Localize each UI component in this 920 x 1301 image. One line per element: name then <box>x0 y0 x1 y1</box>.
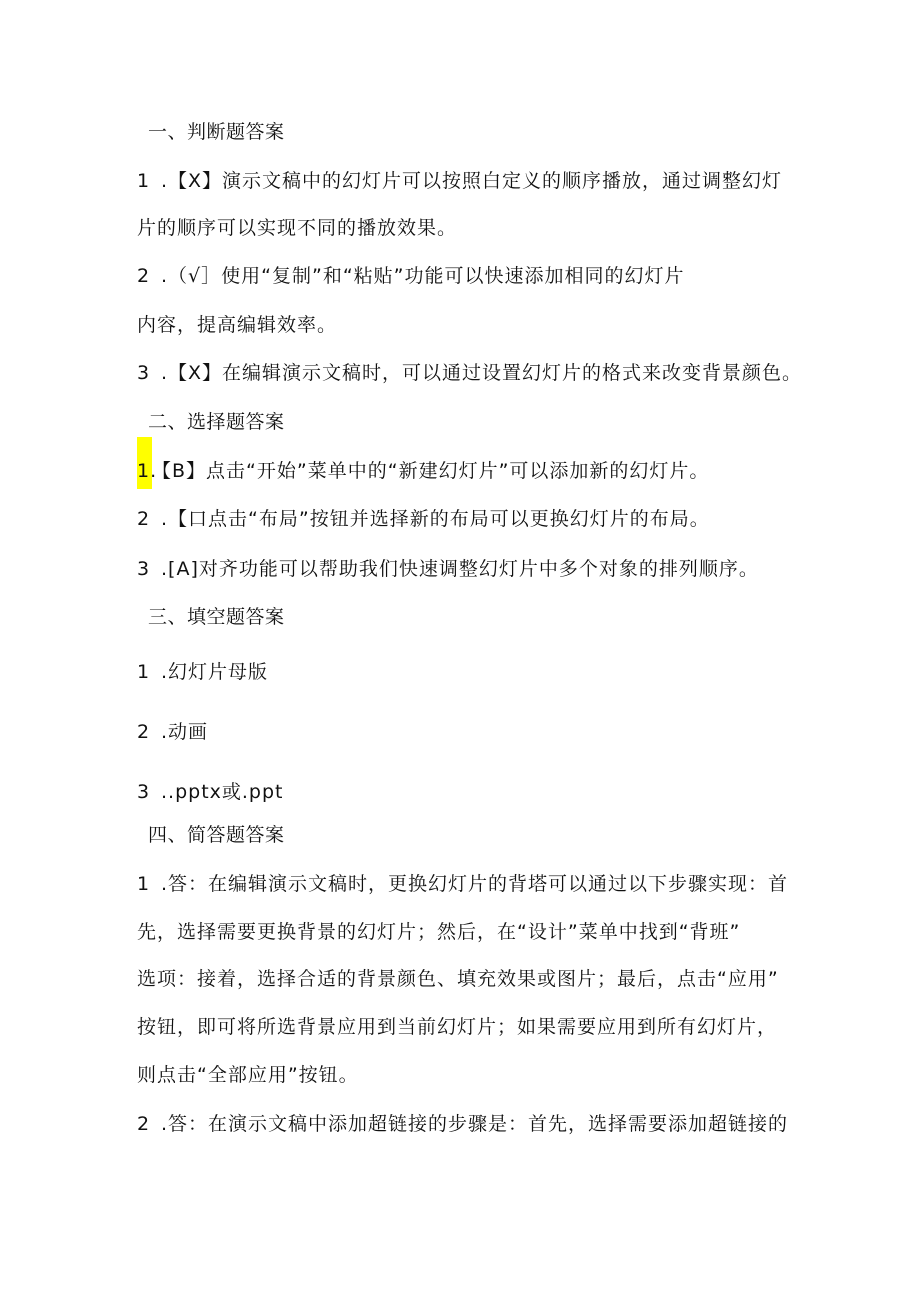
judgment-answer-2-cont: 内容，提高编辑效率。 <box>137 314 338 336</box>
choice-answer-2 <box>137 507 710 531</box>
item-text: .动画 <box>161 721 209 743</box>
item-number: 1 <box>137 873 151 895</box>
judgment-answer-3 <box>137 361 802 385</box>
item-text: .答：在演示文稿中添加超链接的步骤是：首先，选择需要添加超链接的 <box>161 1113 789 1135</box>
item-number: 3 <box>137 558 151 580</box>
judgment-answer-2 <box>137 264 685 288</box>
short-answer-1 <box>137 872 788 896</box>
item-text: 【B】点击“开始”菜单中的“新建幻灯片”可以添加新的幻灯片。 <box>152 460 710 482</box>
section-heading-choice: 二、选择题答案 <box>148 411 285 433</box>
item-number: 1 <box>137 661 151 683</box>
item-text: .幻灯片母版 <box>161 661 269 683</box>
item-text: .（√］使用“复制”和“粘贴”功能可以快速添加相同的幻灯片 <box>161 265 685 287</box>
judgment-answer-1-cont: 片的顺序可以实现不同的播放效果。 <box>137 217 458 239</box>
fill-answer-3 <box>137 780 284 804</box>
item-text: .【X】在编辑演示文稿时，可以通过设置幻灯片的格式来改变背景颜色。 <box>161 362 803 384</box>
fill-answer-2 <box>137 720 208 744</box>
item-text: .[A]对齐功能可以帮助我们快速调整幻灯片中多个对象的排列顺序。 <box>161 558 759 580</box>
choice-answer-1 <box>137 459 709 483</box>
short-answer-2 <box>137 1112 788 1136</box>
judgment-answer-1 <box>137 169 782 193</box>
item-text: .答：在编辑演示文稿时，更换幻灯片的背塔可以通过以下步骤实现：首 <box>161 873 789 895</box>
section-heading-short-answer: 四、简答题答案 <box>148 824 285 846</box>
item-number: 1 <box>137 170 151 192</box>
section-heading-judgment: 一、判断题答案 <box>148 121 285 143</box>
section-heading-fill: 三、填空题答案 <box>148 606 285 628</box>
item-number: 2 <box>137 721 151 743</box>
short-answer-1-cont: 先，选择需要更换背景的幻灯片；然后，在“设计”菜单中找到“背班” <box>137 921 741 943</box>
choice-answer-3 <box>137 557 759 581</box>
item-number: 2 <box>137 508 151 530</box>
item-number: 3 <box>137 781 151 803</box>
item-number: 3 <box>137 362 151 384</box>
item-number: 1. <box>137 460 158 482</box>
item-text: .【X】演示文稿中的幻灯片可以按照白定义的顺序播放，通过调整幻灯 <box>161 170 783 192</box>
short-answer-1-cont: 选项：接着，选择合适的背景颜色、填充效果或图片；最后，点击“应用” <box>137 968 779 990</box>
short-answer-1-cont: 则点击“全部应用”按钮。 <box>137 1064 359 1086</box>
item-number: 2 <box>137 1113 151 1135</box>
item-number: 2 <box>137 265 151 287</box>
item-text: ..pptx或.ppt <box>161 781 284 803</box>
item-text: .【口点击“布局”按钮并选择新的布局可以更换幻灯片的布局。 <box>161 508 710 530</box>
short-answer-1-cont: 按钮，即可将所选背景应用到当前幻灯片；如果需要应用到所有幻灯片， <box>137 1016 778 1038</box>
fill-answer-1 <box>137 660 268 684</box>
